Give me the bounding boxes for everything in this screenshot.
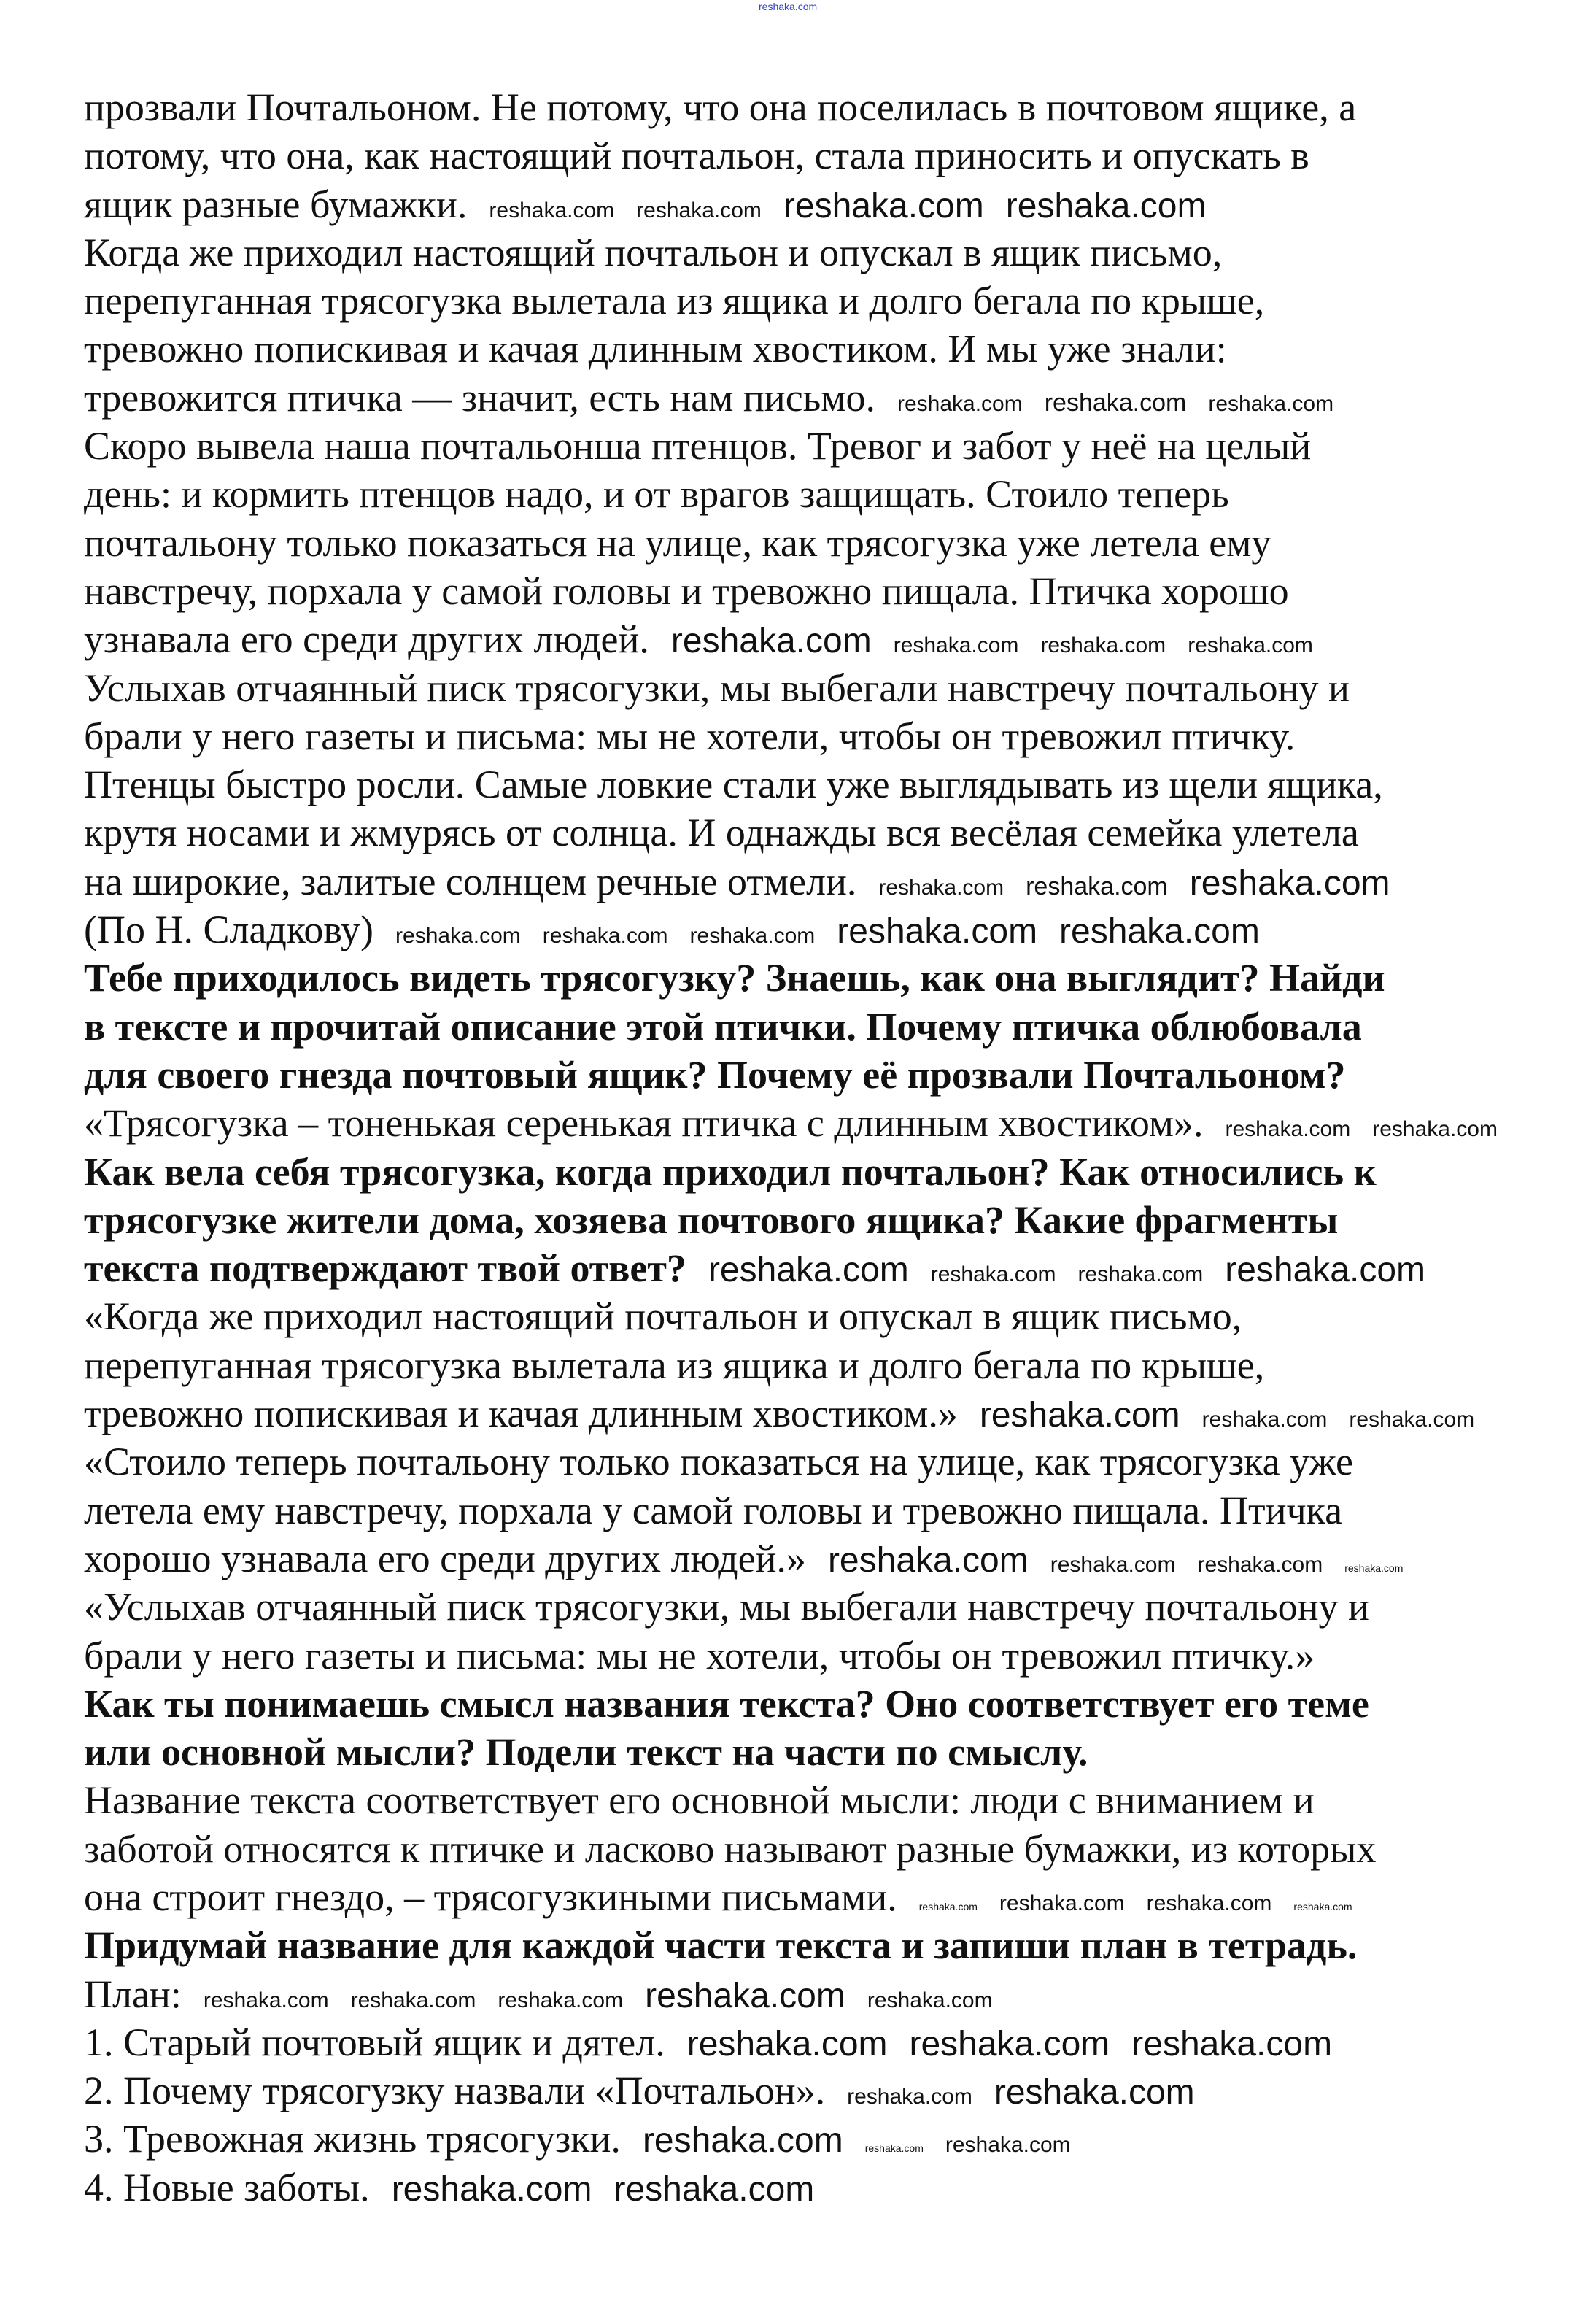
watermark: reshaka.com bbox=[945, 2133, 1071, 2158]
text-line bbox=[84, 906, 1498, 954]
question-line bbox=[84, 954, 1498, 1002]
text-line bbox=[84, 664, 1498, 712]
watermark: reshaka.com bbox=[847, 2085, 972, 2109]
line-text: или основной мысли? Подели текст на части по смыслу. bbox=[84, 1730, 1088, 1775]
text-line bbox=[84, 1099, 1498, 1147]
watermark: reshaka.com bbox=[1344, 1561, 1404, 1574]
watermark: reshaka.com bbox=[1201, 1408, 1328, 1432]
text-line bbox=[84, 808, 1498, 857]
line-text: крутя носами и жмурясь от солнца. И однажды вся весёлая семейка улетела bbox=[84, 811, 1359, 855]
text-line bbox=[84, 712, 1498, 760]
line-text: «Стоило теперь почтальону только показаться на улице, как трясогузка уже bbox=[84, 1440, 1353, 1484]
line-text: Название текста соответствует его основной мысли: люди с вниманием и bbox=[84, 1778, 1315, 1823]
watermark: reshaka.com bbox=[893, 633, 1019, 658]
watermark: reshaka.com bbox=[827, 1540, 1029, 1580]
text-line bbox=[84, 1776, 1498, 1824]
line-text: 2. Почему трясогузку назвали «Почтальон». bbox=[84, 2069, 826, 2113]
text-line bbox=[84, 131, 1498, 179]
line-text: 4. Новые заботы. bbox=[84, 2165, 370, 2209]
watermark: reshaka.com bbox=[689, 924, 816, 949]
text-line bbox=[84, 2066, 1498, 2115]
line-text: заботой относятся к птичке и ласково называют разные бумажки, из которых bbox=[84, 1826, 1377, 1871]
text-line bbox=[84, 567, 1498, 615]
watermark: reshaka.com bbox=[930, 1262, 1056, 1287]
watermark: reshaka.com bbox=[489, 198, 615, 223]
text-line bbox=[84, 1292, 1498, 1340]
line-text: «Когда же приходил настоящий почтальон и опускал в ящик письмо, bbox=[84, 1294, 1242, 1339]
line-text: (По Н. Сладкову) bbox=[84, 908, 374, 952]
line-text: потому, что она, как настоящий почтальон, стала приносить и опускать в bbox=[84, 134, 1309, 178]
text-line bbox=[84, 615, 1498, 663]
line-text: в тексте и прочитай описание этой птички. Почему птичка облюбовала bbox=[84, 1004, 1362, 1049]
document-text bbox=[84, 83, 1498, 2212]
watermark: reshaka.com bbox=[864, 2142, 924, 2155]
watermark: reshaka.com bbox=[1293, 1900, 1352, 1912]
text-line bbox=[84, 1437, 1498, 1486]
line-text: перепуганная трясогузка вылетала из ящика и долго бегала по крыше, bbox=[84, 1343, 1265, 1387]
watermark: reshaka.com bbox=[783, 186, 984, 225]
line-text: Как вела себя трясогузка, когда приходил почтальон? Как относились к bbox=[84, 1149, 1377, 1194]
watermark: reshaka.com bbox=[542, 924, 668, 949]
question-line bbox=[84, 1003, 1498, 1051]
line-text: почтальону только показаться на улице, как трясогузка уже летела ему bbox=[84, 520, 1271, 565]
watermark: reshaka.com bbox=[1372, 1117, 1498, 1142]
watermark: reshaka.com bbox=[999, 1891, 1125, 1915]
watermark: reshaka.com bbox=[670, 622, 872, 661]
watermark: reshaka.com bbox=[1059, 912, 1260, 951]
text-line bbox=[84, 760, 1498, 808]
line-text: тревожится птичка — значит, есть нам письмо. bbox=[84, 375, 875, 420]
line-text: Когда же приходил настоящий почтальон и опускал в ящик письмо, bbox=[84, 230, 1223, 274]
line-text: хорошо узнавала его среди других людей.» bbox=[84, 1536, 806, 1580]
text-line bbox=[84, 83, 1498, 131]
watermark: reshaka.com bbox=[1050, 1552, 1176, 1577]
watermark: reshaka.com bbox=[636, 198, 762, 223]
watermark: reshaka.com bbox=[994, 2073, 1195, 2112]
watermark: reshaka.com bbox=[897, 391, 1023, 416]
line-text: узнавала его среди других людей. bbox=[84, 617, 649, 662]
text-line bbox=[84, 1534, 1498, 1583]
line-text: Услыхав отчаянный писк трясогузки, мы выбегали навстречу почтальону и bbox=[84, 665, 1350, 710]
text-line bbox=[84, 2115, 1498, 2163]
line-text: текста подтверждают твой ответ? bbox=[84, 1246, 686, 1291]
line-text: Птенцы быстро росли. Самые ловкие стали уже выглядывать из щели ящика, bbox=[84, 763, 1383, 807]
watermark: reshaka.com bbox=[1197, 1552, 1323, 1577]
line-text: на широкие, залитые солнцем речные отмели. bbox=[84, 859, 857, 903]
watermark: reshaka.com bbox=[867, 1988, 993, 2012]
question-line bbox=[84, 1728, 1498, 1776]
question-line bbox=[84, 1196, 1498, 1244]
watermark: reshaka.com bbox=[1225, 1117, 1351, 1142]
watermark: reshaka.com bbox=[1005, 186, 1207, 225]
line-text: она строит гнездо, – трясогузкиными письмами. bbox=[84, 1875, 897, 1919]
watermark: reshaka.com bbox=[708, 1251, 909, 1290]
line-text: брали у него газеты и письма: мы не хотели, чтобы он тревожил птичку. bbox=[84, 714, 1296, 758]
text-line bbox=[84, 1389, 1498, 1437]
text-line bbox=[84, 180, 1498, 228]
text-line bbox=[84, 1486, 1498, 1534]
line-text: 3. Тревожная жизнь трясогузки. bbox=[84, 2117, 621, 2161]
line-text: день: и кормить птенцов надо, и от врагов защищать. Стоило теперь bbox=[84, 472, 1229, 517]
line-text: тревожно попискивая и качая длинным хвостиком.» bbox=[84, 1391, 958, 1436]
watermark: reshaka.com bbox=[1189, 863, 1390, 903]
question-line bbox=[84, 1680, 1498, 1728]
text-line bbox=[84, 1873, 1498, 1921]
watermark: reshaka.com bbox=[645, 1976, 845, 2015]
text-line bbox=[84, 422, 1498, 470]
line-text: навстречу, порхала у самой головы и тревожно пищала. Птичка хорошо bbox=[84, 568, 1289, 613]
text-line bbox=[84, 277, 1498, 325]
line-text: тревожно попискивая и качая длинным хвостиком. И мы уже знали: bbox=[84, 327, 1227, 371]
text-line bbox=[84, 857, 1498, 906]
watermark: reshaka.com bbox=[1044, 388, 1187, 417]
line-text: «Услыхав отчаянный писк трясогузки, мы выбегали навстречу почтальону и bbox=[84, 1585, 1369, 1629]
line-text: Тебе приходилось видеть трясогузку? Знаешь, как она выглядит? Найди bbox=[84, 956, 1385, 1000]
line-text: Как ты понимаешь смысл названия текста? Оно соответствует его теме bbox=[84, 1681, 1369, 1726]
watermark: reshaka.com bbox=[878, 875, 1004, 900]
question-line bbox=[84, 1244, 1498, 1292]
line-text: «Трясогузка – тоненькая серенькая птичка с длинным хвостиком». bbox=[84, 1101, 1204, 1146]
watermark: reshaka.com bbox=[979, 1396, 1180, 1435]
watermark: reshaka.com bbox=[918, 1900, 978, 1912]
text-line bbox=[84, 519, 1498, 567]
question-line bbox=[84, 1051, 1498, 1099]
line-text: ящик разные бумажки. bbox=[84, 182, 468, 226]
watermark: reshaka.com bbox=[909, 2024, 1110, 2064]
text-line bbox=[84, 1632, 1498, 1680]
watermark: reshaka.com bbox=[642, 2121, 843, 2161]
text-line bbox=[84, 470, 1498, 518]
watermark: reshaka.com bbox=[498, 1988, 624, 2012]
line-text: Придумай название для каждой части текста и запиши план в тетрадь. bbox=[84, 1923, 1358, 1968]
watermark: reshaka.com bbox=[613, 2169, 815, 2209]
watermark: reshaka.com bbox=[1146, 1891, 1272, 1915]
line-text: для своего гнезда почтовый ящик? Почему её прозвали Почтальоном? bbox=[84, 1052, 1346, 1097]
text-line bbox=[84, 228, 1498, 277]
watermark: reshaka.com bbox=[686, 2024, 888, 2064]
text-line bbox=[84, 1970, 1498, 2018]
line-text: трясогузке жители дома, хозяева почтового ящика? Какие фрагменты bbox=[84, 1197, 1339, 1242]
watermark: reshaka.com bbox=[1188, 633, 1313, 658]
line-text: перепуганная трясогузка вылетала из ящика и долго бегала по крыше, bbox=[84, 279, 1265, 323]
watermark: reshaka.com bbox=[203, 1988, 329, 2012]
watermark: reshaka.com bbox=[1208, 391, 1334, 416]
line-text: прозвали Почтальоном. Не потому, что она поселилась в почтовом ящике, а bbox=[84, 85, 1357, 129]
question-line bbox=[84, 1148, 1498, 1196]
text-line bbox=[84, 1825, 1498, 1873]
watermark: reshaka.com bbox=[1131, 2024, 1333, 2064]
watermark: reshaka.com bbox=[1077, 1262, 1204, 1287]
text-line bbox=[84, 374, 1498, 422]
watermark: reshaka.com bbox=[391, 2169, 592, 2209]
question-line bbox=[84, 1921, 1498, 1969]
text-line bbox=[84, 1583, 1498, 1631]
watermark: reshaka.com bbox=[1225, 1251, 1425, 1290]
line-text: Скоро вывела наша почтальонша птенцов. Тревог и забот у неё на целый bbox=[84, 424, 1312, 468]
line-text: 1. Старый почтовый ящик и дятел. bbox=[84, 2020, 665, 2064]
line-text: План: bbox=[84, 1972, 182, 2016]
watermark: reshaka.com bbox=[1040, 633, 1166, 658]
line-text: летела ему навстречу, порхала у самой головы и тревожно пищала. Птичка bbox=[84, 1488, 1343, 1532]
watermark: reshaka.com bbox=[1026, 872, 1168, 900]
text-line bbox=[84, 2163, 1498, 2212]
watermark: reshaka.com bbox=[837, 912, 1038, 951]
text-line bbox=[84, 1341, 1498, 1389]
watermark: reshaka.com bbox=[1349, 1408, 1475, 1432]
line-text: брали у него газеты и письма: мы не хотели, чтобы он тревожил птичку.» bbox=[84, 1633, 1315, 1678]
watermark: reshaka.com bbox=[395, 924, 521, 949]
text-line bbox=[84, 2018, 1498, 2066]
watermark: reshaka.com bbox=[350, 1988, 476, 2012]
header-watermark: reshaka.com bbox=[759, 1, 818, 12]
text-line bbox=[84, 325, 1498, 373]
